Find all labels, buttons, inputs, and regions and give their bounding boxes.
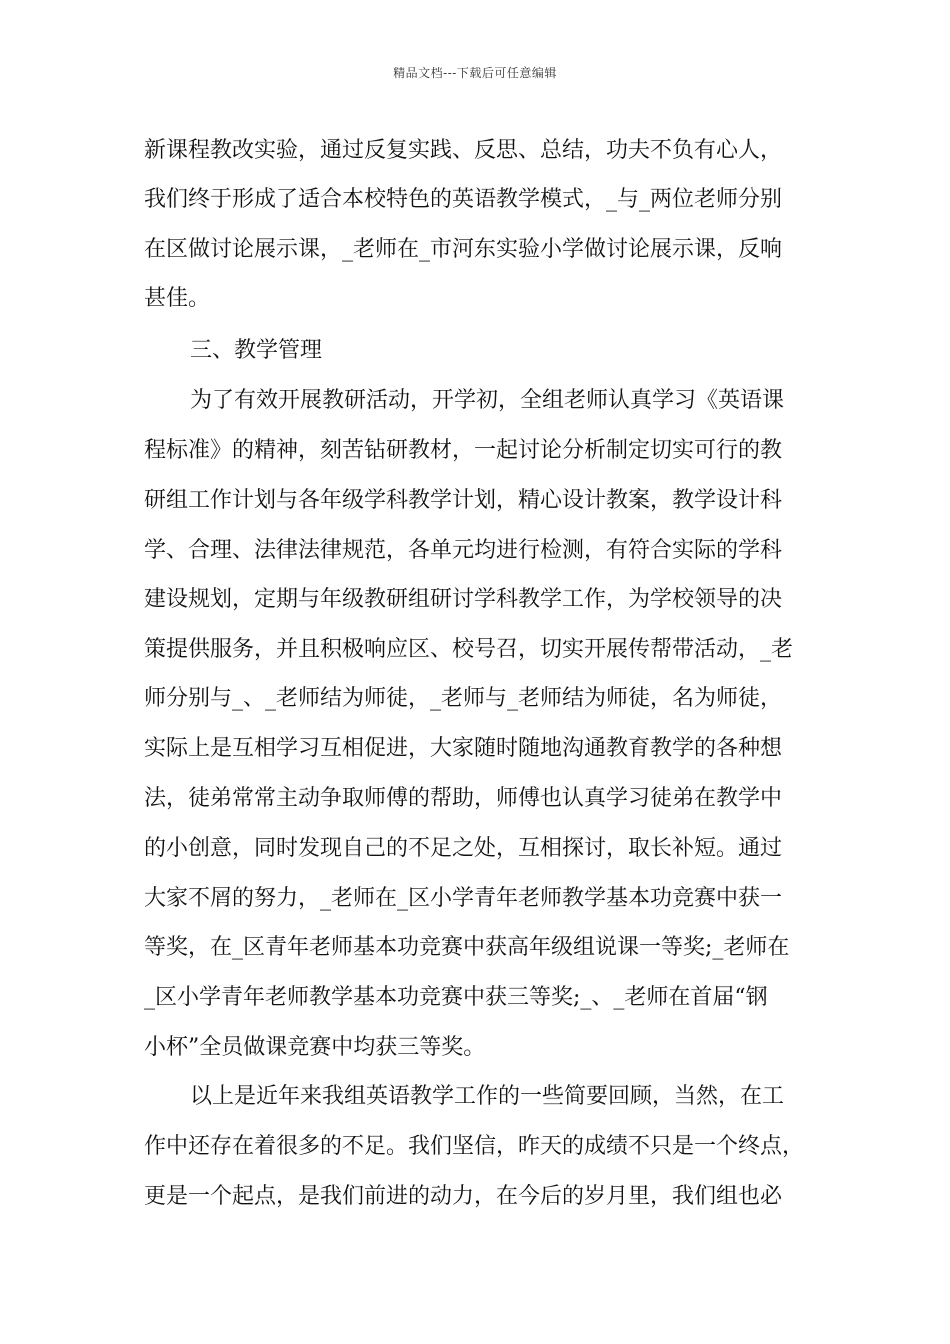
text-line: 为了有效开展教研活动，开学初，全组老师认真学习《英语课 [190, 388, 785, 413]
page-header: 精品文档---下载后可任意编辑 [393, 66, 557, 80]
text-line: 实际上是互相学习互相促进，大家随时随地沟通教育教学的各种想 [144, 736, 783, 761]
text-line: 策提供服务，并且积极响应区、校号召，切实开展传帮带活动，_老 [144, 637, 794, 662]
text-line: _区小学青年老师教学基本功竞赛中获三等奖;_、_老师在首届“钢 [144, 985, 768, 1010]
text-line: 法，徒弟常常主动争取师傅的帮助，师傅也认真学习徒弟在教学中 [144, 786, 783, 811]
text-line: 等奖，在_区青年老师基本功竞赛中获高年级组说课一等奖;_老师在 [144, 935, 790, 960]
text-line: 小杯”全员做课竞赛中均获三等奖。 [144, 1035, 486, 1060]
text-line: 在区做讨论展示课，_老师在_市河东实验小学做讨论展示课，反响 [144, 237, 783, 262]
text-line: 大家不屑的努力，_老师在_区小学青年老师教学基本功竞赛中获一 [144, 886, 783, 911]
text-line: 学、合理、法律法律规范，各单元均进行检测，有符合实际的学科 [144, 538, 783, 563]
text-line: 我们终于形成了适合本校特色的英语教学模式，_与_两位老师分别 [144, 187, 783, 212]
text-line: 更是一个起点，是我们前进的动力，在今后的岁月里，我们组也必 [144, 1184, 783, 1209]
text-line: 的小创意，同时发现自己的不足之处，互相探讨，取长补短。通过 [144, 836, 783, 861]
text-line: 程标准》的精神，刻苦钻研教材，一起讨论分析制定切实可行的教 [144, 438, 783, 463]
section-heading: 三、教学管理 [190, 338, 323, 363]
text-line: 建设规划，定期与年级教研组研讨学科教学工作，为学校领导的决 [144, 587, 783, 612]
text-line: 新课程教改实验，通过反复实践、反思、总结，功夫不负有心人， [144, 138, 783, 163]
text-line: 以上是近年来我组英语教学工作的一些简要回顾，当然，在工 [190, 1084, 785, 1109]
text-line: 研组工作计划与各年级学科教学计划，精心设计教案，教学设计科 [144, 488, 783, 513]
text-line: 师分别与_、_老师结为师徒，_老师与_老师结为师徒，名为师徒， [144, 686, 783, 711]
text-line: 作中还存在着很多的不足。我们坚信，昨天的成绩不只是一个终点， [144, 1134, 805, 1159]
text-line: 甚佳。 [144, 286, 211, 311]
